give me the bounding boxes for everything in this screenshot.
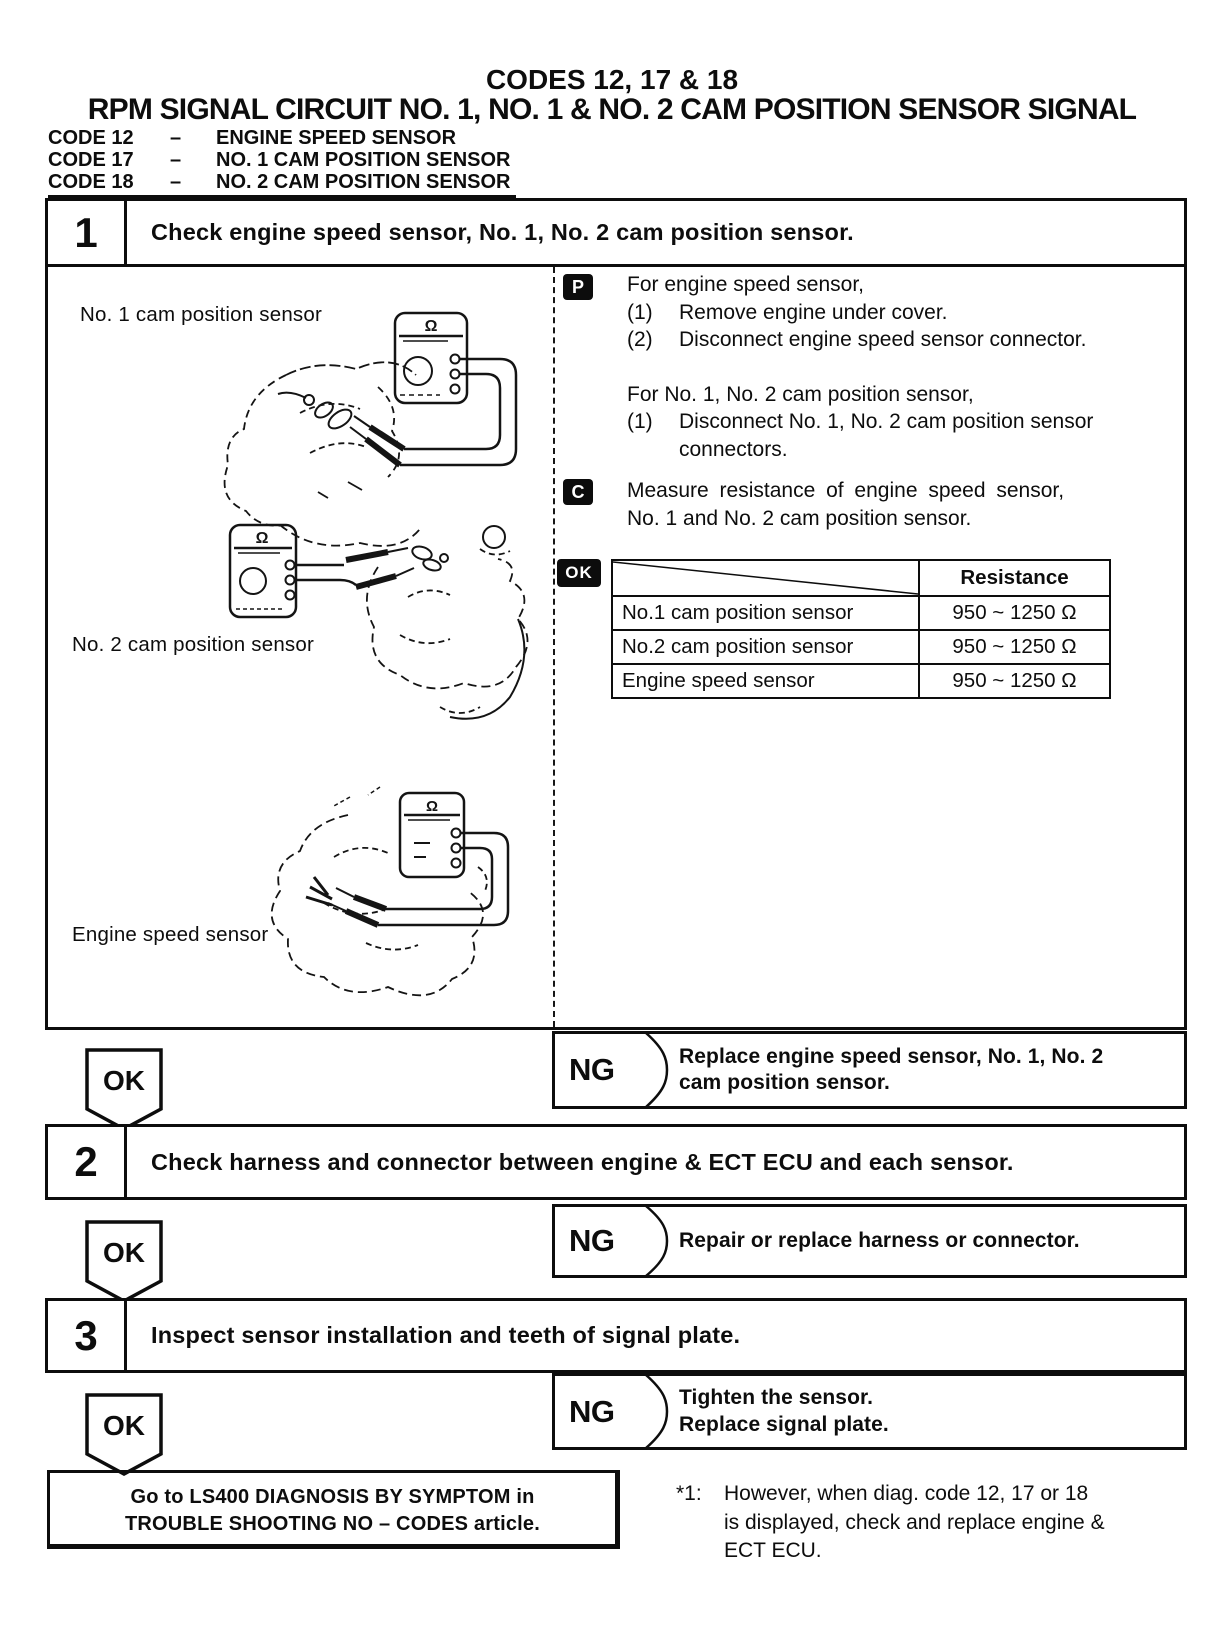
code-desc: ENGINE SPEED SENSOR (216, 127, 457, 149)
ng-label: NG (569, 1393, 615, 1429)
code-dash: – (170, 127, 182, 149)
prepare-item (627, 299, 1179, 327)
ng-action (679, 1228, 1080, 1255)
code-desc: NO. 1 CAM POSITION SENSOR (216, 149, 511, 171)
step-number: 3 (48, 1301, 127, 1370)
ng-result-1 (552, 1031, 1187, 1109)
table-header-row (613, 561, 1109, 595)
ng-label: NG (569, 1052, 615, 1087)
step-number: 1 (48, 201, 127, 264)
resistance-table (611, 559, 1111, 699)
table-row-value: 950 ~ 1250 Ω (952, 601, 1077, 624)
diagonal-line (613, 561, 918, 595)
ok-spec-badge: OK (557, 559, 601, 587)
table-row-label: Engine speed sensor (613, 665, 920, 697)
table-row (613, 663, 1109, 697)
ng-chevron-icon (643, 1375, 669, 1448)
ok-connector-1 (85, 1048, 163, 1132)
ohm-symbol: Ω (255, 530, 269, 547)
test-leads (278, 359, 516, 465)
goto-line: TROUBLE SHOOTING NO – CODES article. (124, 1513, 541, 1535)
step-3-header (48, 1301, 1184, 1370)
step-1-instructions (555, 267, 1184, 1027)
code-dash: – (170, 149, 182, 171)
code-list (48, 127, 516, 198)
ng-action (679, 1385, 889, 1438)
footnote-text (724, 1480, 1188, 1566)
check-badge: C (563, 479, 593, 505)
footnote-line: is displayed, check and replace engine & (724, 1510, 1105, 1534)
code-row (48, 127, 516, 149)
ng-action-line: Replace engine speed sensor, No. 1, No. 2 (679, 1044, 1104, 1068)
step-1-content (48, 267, 1184, 1027)
diagram-label-cam1: No. 1 cam position sensor (80, 303, 323, 326)
diagram-label-cam2: No. 2 cam position sensor (72, 633, 315, 656)
goto-line: Go to LS400 DIAGNOSIS BY SYMPTOM in (130, 1486, 535, 1508)
ng-action-line: Tighten the sensor. (679, 1386, 874, 1409)
table-row (613, 595, 1109, 629)
step-number: 2 (48, 1127, 127, 1197)
ng-label: NG (569, 1223, 615, 1258)
ng-chevron-icon (643, 1206, 669, 1276)
code-row (48, 149, 516, 171)
prepare-badge: P (563, 274, 593, 300)
footnote-line: ECT ECU. (724, 1539, 822, 1562)
ok-connector-3 (85, 1393, 163, 1477)
step-2-header (48, 1127, 1184, 1197)
check-line: Measure resistance of engine speed sensor, (627, 479, 1065, 502)
table-row-label: No.2 cam position sensor (613, 631, 920, 663)
ng-result-3 (552, 1373, 1187, 1450)
table-row-value: 950 ~ 1250 Ω (952, 669, 1077, 692)
step-title: Inspect sensor installation and teeth of signal plate. (151, 1322, 741, 1348)
ng-chevron-icon (643, 1033, 669, 1107)
prepare-intro: For No. 1, No. 2 cam position sensor, (627, 382, 974, 406)
page-subtitle: RPM SIGNAL CIRCUIT NO. 1, NO. 1 & NO. 2 CAM POSITION SENSOR SIGNAL (87, 93, 1137, 126)
ng-action-line: cam position sensor. (679, 1071, 890, 1094)
ok-label: OK (103, 1237, 145, 1268)
ng-action-line: Repair or replace harness or connector. (679, 1228, 1080, 1252)
table-row-value: 950 ~ 1250 Ω (952, 635, 1077, 658)
prepare-item (627, 326, 1179, 354)
ok-connector-2 (85, 1220, 163, 1304)
code-row (48, 171, 516, 193)
ohm-symbol: Ω (425, 798, 439, 815)
code-id: CODE 18 (48, 171, 134, 193)
footnote (676, 1480, 1188, 1566)
page-title: CODES 12, 17 & 18 (485, 64, 739, 95)
ok-label: OK (103, 1410, 145, 1441)
item-text: Disconnect No. 1, No. 2 cam position sensor connectors. (679, 410, 1094, 461)
step-2-box (45, 1124, 1187, 1200)
step-1-header (48, 201, 1184, 267)
ng-result-2 (552, 1204, 1187, 1278)
table-row-label: No.1 cam position sensor (613, 597, 920, 629)
footnote-marker: *1: (676, 1482, 702, 1505)
code-dash: – (170, 171, 182, 193)
step-title: Check harness and connector between engine & ECT ECU and each sensor. (151, 1148, 1014, 1175)
diagram-label-engine-speed: Engine speed sensor (72, 923, 269, 946)
step-title: Check engine speed sensor, No. 1, No. 2 cam position sensor. (151, 219, 854, 245)
check-line: No. 1 and No. 2 cam position sensor. (627, 506, 972, 530)
step-1-box (45, 198, 1187, 1030)
code-id: CODE 17 (48, 149, 134, 171)
ng-action (679, 1044, 1103, 1097)
table-row (613, 629, 1109, 663)
code-id: CODE 12 (48, 127, 134, 149)
ohm-symbol: Ω (424, 318, 438, 335)
item-number: (1) (627, 410, 653, 433)
code-desc: NO. 2 CAM POSITION SENSOR (216, 171, 511, 193)
item-text: Disconnect engine speed sensor connector. (679, 328, 1087, 351)
ng-action-line: Replace signal plate. (679, 1412, 889, 1436)
item-number: (1) (627, 300, 653, 324)
prepare-item (627, 408, 1179, 463)
step-3-box (45, 1298, 1187, 1373)
table-value-header: Resistance (960, 566, 1069, 589)
ok-label: OK (103, 1065, 145, 1096)
prepare-intro: For engine speed sensor, (627, 273, 864, 296)
prepare-text (627, 271, 1179, 463)
goto-diagnosis-box (47, 1470, 620, 1549)
footnote-line: However, when diag. code 12, 17 or 18 (724, 1482, 1089, 1505)
test-leads (306, 833, 508, 925)
item-number: (2) (627, 328, 653, 351)
check-text (627, 477, 1179, 532)
engine-sketch (272, 787, 487, 995)
item-text: Remove engine under cover. (679, 300, 948, 324)
table-corner-cell (613, 561, 920, 595)
